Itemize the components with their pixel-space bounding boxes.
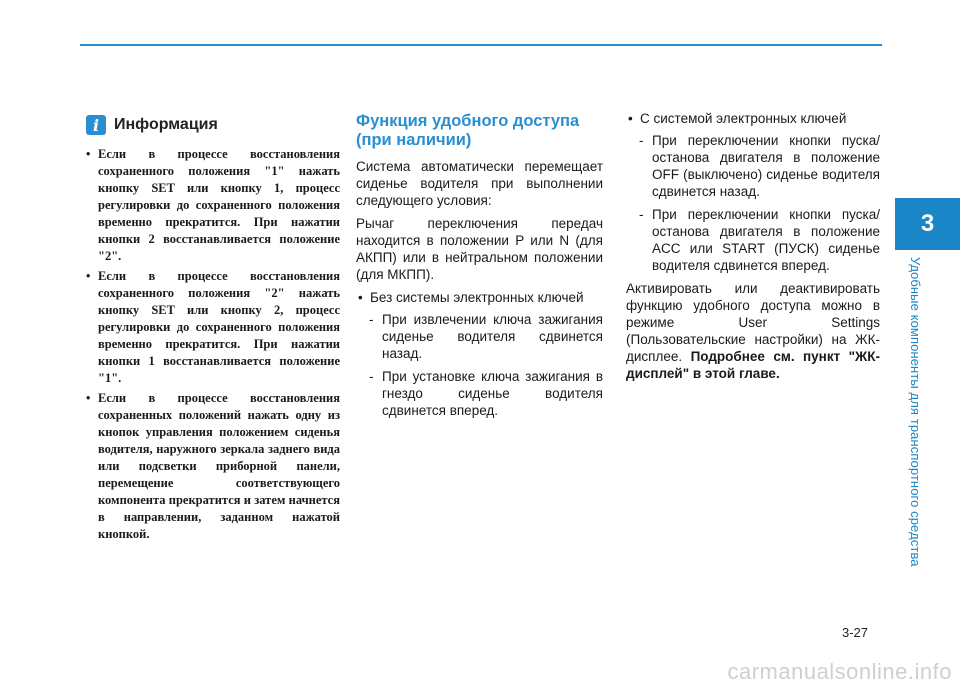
smart-key-section	[626, 110, 880, 388]
chapter-title: Удобные компоненты для транспортного средства	[908, 257, 923, 567]
smart-key-item: - При переключении кнопки пуска/останова двигателя в положение ACC или START (ПУСК) сиденье водителя сдвинется вперед.	[626, 206, 880, 274]
top-rule	[80, 44, 882, 46]
info-header	[86, 110, 340, 140]
no-smart-key-item: - При установке ключа зажигания в гнездо сиденье водителя сдвинется вперед.	[356, 368, 603, 419]
smart-key-bullet: • С системой электронных ключей	[626, 110, 880, 127]
info-section	[82, 110, 340, 546]
activation-reference: Подробнее см. пункт "ЖК-дисплей" в этой главе.	[626, 349, 880, 381]
no-smart-key-bullet: • Без системы электронных ключей	[356, 289, 603, 306]
activation-paragraph	[626, 280, 880, 382]
section-title-line1: Функция удобного доступа	[356, 112, 580, 130]
info-list	[82, 146, 340, 543]
condition-paragraph: Рычаг переключения передач находится в положении P или N (для АКПП) или в нейтральном положении (для МКПП).	[356, 216, 603, 282]
info-item: • Если в процессе восстановления сохраненного положения "1" нажать кнопку SET или кнопку 1, процесс регулировки до сохраненного положения временно прекратится. При нажатии кнопки 2 восстанавливается положение "2".	[82, 146, 340, 265]
watermark: carmanualsonline.info	[727, 659, 952, 684]
page-number: 3-27	[842, 625, 869, 640]
intro-paragraph: Система автоматически перемещает сиденье водителя при выполнении следующего условия:	[356, 159, 603, 208]
info-item: • Если в процессе восстановления сохраненного положения "2" нажать кнопку SET или кнопку 2, процесс регулировки до сохраненного положения временно прекратится. При нажатии кнопки 1 восстанавливается положение "1".	[82, 268, 340, 387]
chapter-number-tab: 3	[895, 198, 960, 250]
activation-text: Активировать или деактивировать функцию удобного доступа можно в режиме User Settings (Пользовательские настройки) на ЖК-дисплее.	[626, 281, 880, 364]
info-icon: i	[86, 115, 106, 135]
info-item: • Если в процессе восстановления сохраненных положений нажать одну из кнопок управления положением сиденья водителя, наружного зеркала заднего вида или подсветки приборной панели, перемещение соответствующего компонента прекратится и затем начнется в направлении, заданном нажатой кнопкой.	[82, 390, 340, 543]
section-title-line2: (при наличии)	[356, 131, 472, 149]
easy-access-section	[356, 112, 603, 425]
info-title: Информация	[114, 116, 218, 133]
smart-key-item: - При переключении кнопки пуска/останова двигателя в положение OFF (выключено) сиденье водителя сдвинется назад.	[626, 132, 880, 200]
section-title	[356, 112, 603, 150]
no-smart-key-item: - При извлечении ключа зажигания сиденье водителя сдвинется назад.	[356, 311, 603, 362]
